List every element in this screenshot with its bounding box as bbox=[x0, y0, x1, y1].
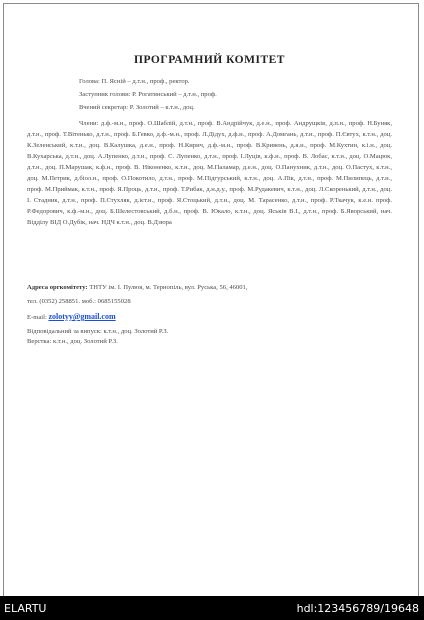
document-page bbox=[3, 3, 419, 597]
address-label: Адреса оргкомітету: bbox=[27, 284, 88, 291]
phone-line: тел. (0352) 258851. моб.: 0685155028 bbox=[27, 298, 131, 305]
handle-identifier[interactable]: hdl:123456789/19648 bbox=[296, 602, 419, 615]
committee-secretary: Вчений секретар: Р. Золотий – к.т.н., доц. bbox=[79, 104, 195, 111]
email-line bbox=[27, 312, 116, 323]
committee-chair: Голова: П. Ясній – д.т.н., проф., ректор. bbox=[79, 78, 190, 85]
address-value: ТНТУ ім. І. Пулюя, м. Тернопіль, вул. Руська, 56, 46001, bbox=[89, 284, 248, 291]
committee-deputy: Заступник голови: Р. Рогатинський – д.т.н., проф. bbox=[79, 91, 217, 98]
committee-members: Члени: д.ф.-м.н., проф. О.Шаблій, д.т.н., проф. В.Андрійчук, д.е.н., проф. Андрущків, д.п.н., проф. Н.Буняк, д.т.н., проф. Т.Вітенько, д.т.н., проф. Б.Гевко, д.ф.-м.н., проф. Л.Дідух, д.ф.н., проф. А.Домгань, д.т.н., проф. П.Євтух, к.т.н., доц. К.Зеленський, к.т.н., доц. В.Калушка, д.е.н., проф. Н.Кирич, д.ф.-м.н., проф. В.Кривень, д.я.н., проф. М.Кухтин, к.і.н., доц. В.Кухарська, д.т.н., доц. А.Лупенко, д.т.н., проф. С. Лупенко, д.т.н., проф. І.Луців, к.ф.н., проф. В. Лобас, к.т.н., доц. О.Мацюк, д.т.н., доц. П.Марушак, к.ф.н., проф. В. Ніконенко, к.т.н., доц. М.Паламар, д.е.н., доц. О.Панухник, д.т.н., доц. О.Пастух, к.т.н., доц. М.Петрик, д.біол.н., проф. О.Покотило, д.т.н., проф. М.Підгурський, к.т.н., доц. А.Пік, д.т.н., проф. М.Пилипець, д.т.н., проф. М.Приймак, к.т.н., проф. Я.Проць, д.т.н., проф. Т.Рибак, д.н.д.у., проф. М.Рудакевич, к.т.н., доц. Л.Скоренький, д.т.н., доц. І. Стадник, д.т.н., проф. П.Стухляк, д.ієт.н., проф. Я.Стоцький, д.т.н., доц. М. Тарасенко, д.т.н., проф. Р.Ткачук, к.е.н. проф. Р.Федорович, к.ф.-м.н., доц. Б.Шелестовський, д.б.н., проф. В. Юкало, к.т.н., доц. Яськів В.І., д.т.н., проф. Б.Яворський, нач. Відділу ВІД О.Дубік, нач. НДЧ к.т.н., доц. В.Дзюра bbox=[27, 120, 392, 226]
responsible-line: Відповідальний за випуск: к.т.н., доц. Золотий Р.З. bbox=[27, 328, 169, 335]
repository-footer bbox=[0, 596, 424, 620]
page-title: ПРОГРАМНИЙ КОМІТЕТ bbox=[134, 54, 285, 66]
email-link[interactable]: zolotyy@gmail.com bbox=[48, 312, 116, 321]
layout-line: Верстка: к.т.н., доц. Золотий Р.З. bbox=[27, 338, 118, 345]
repository-name: ELARTU bbox=[4, 602, 47, 615]
email-label: E-mail: bbox=[27, 314, 47, 321]
address-line bbox=[27, 284, 248, 292]
